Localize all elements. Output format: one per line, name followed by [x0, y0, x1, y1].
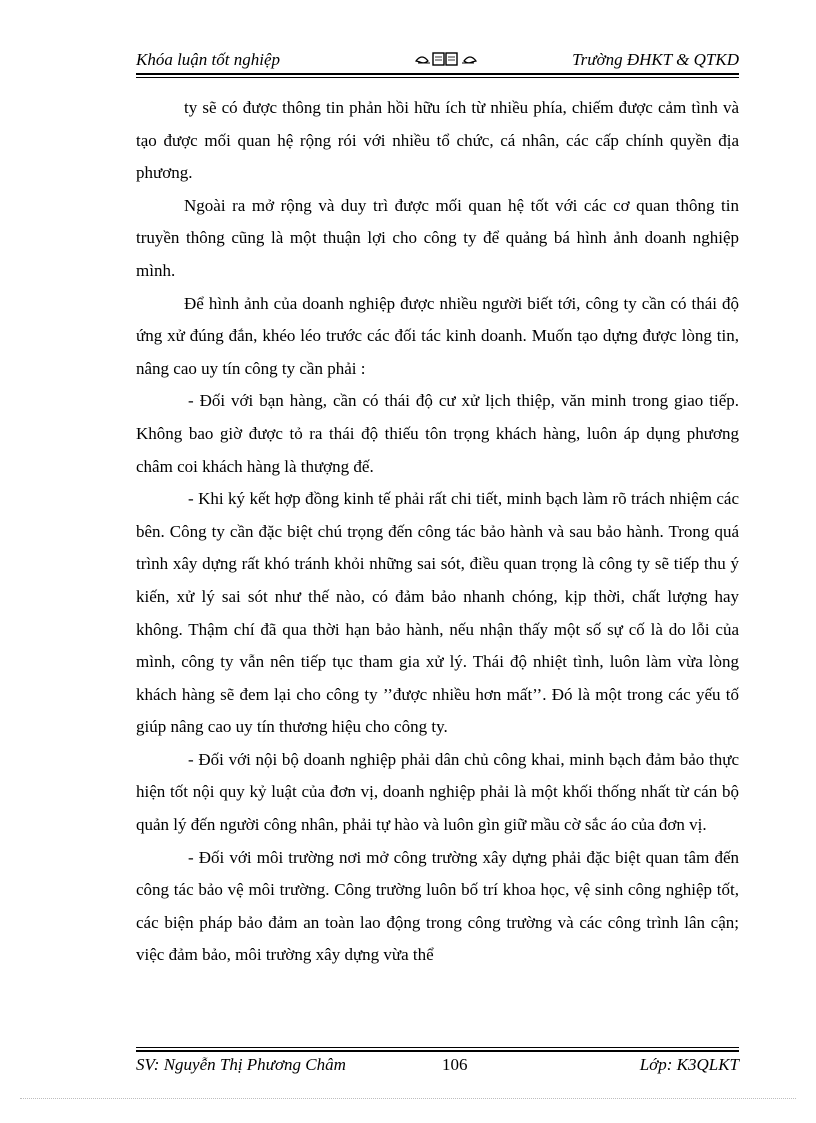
bullet-environment: - Đối với môi trường nơi mở công trường xây dựng phải đặc biệt quan tâm đến công tác bảo vệ môi trường. Công trường luôn bố trí khoa học, vệ sinh công nghiệp tốt, các biện pháp bảo đảm an toàn lao động trong công trường và các công trình lân cận; việc đảm bảo, môi trường xây dựng vừa thể — [136, 847, 739, 965]
university-label: Trường ĐHKT & QTKD — [572, 50, 739, 69]
bullet-partners: - Đối với bạn hàng, cần có thái độ cư xử lịch thiệp, văn minh trong giao tiếp. Không bao giờ được tỏ ra thái độ thiếu tôn trọng khách hàng, luôn áp dụng phương châm coi khách hàng là thượng đế. — [136, 391, 739, 476]
paragraph-1: ty sẽ có được thông tin phản hồi hữu ích từ nhiều phía, chiếm được cảm tình và tạo được mối quan hệ rộng rói với nhiều tổ chức, cá nhân, các cấp chính quyền địa phương. — [136, 98, 739, 183]
book-ornament-icon — [414, 49, 478, 69]
bullet-internal: - Đối với nội bộ doanh nghiệp phải dân chủ công khai, minh bạch đảm bảo thực hiện tốt nội quy kỷ luật của đơn vị, doanh nghiệp phải là một khối thống nhất từ cán bộ quản lý đến người công nhân, phải tự hào và luôn gìn giữ mầu cờ sắc áo của đơn vị. — [136, 749, 739, 835]
thesis-label: Khóa luận tốt nghiệp — [136, 50, 281, 69]
body-text — [136, 92, 739, 972]
header-rule-thick — [136, 73, 739, 75]
footer-rule-thick — [136, 1050, 739, 1052]
class-label: Lớp: K3QLKT — [639, 1055, 739, 1074]
paragraph-3: Để hình ảnh của doanh nghiệp được nhiều người biết tới, công ty cần có thái độ ứng xử đúng đắn, khéo léo trước các đối tác kinh doanh. Muốn tạo dựng được lòng tin, nâng cao uy tín công ty cần phải : — [136, 293, 739, 378]
footer-rule-thin — [136, 1047, 739, 1048]
header-rule-thin — [136, 77, 739, 78]
bullet-contracts: - Khi ký kết hợp đồng kinh tế phải rất chi tiết, minh bạch làm rõ trách nhiệm các bên. Công ty cần đặc biệt chú trọng đến công tác bảo hành và sau bảo hành. Trong quá trình xây dựng rất khó tránh khỏi những sai sót, điều quan trọng là công ty sẽ tiếp thu ý kiến, xử lý sai sót như thế nào, có đảm bảo nhanh chóng, kịp thời, chất lượng hay không. Thậm chí đã qua thời hạn bảo hành, nếu nhận thấy một số sự cố là do lỗi của mình, công ty vẫn nên tiếp tục tham gia xử lý. Thái độ nhiệt tình, luôn làm vừa lòng khách hàng sẽ đem lại cho công ty ’’được nhiều hơn mất’’. Đó là một trong các yếu tố giúp nâng cao uy tín thương hiệu cho công ty. — [136, 489, 739, 737]
paragraph-2: Ngoài ra mở rộng và duy trì được mối quan hệ tốt với các cơ quan thông tin truyền thông cũng là một thuận lợi cho công ty để quảng bá hình ảnh doanh nghiệp mình. — [136, 195, 739, 280]
page-footer — [136, 1053, 739, 1079]
page-header — [136, 48, 739, 72]
page-number: 106 — [442, 1055, 468, 1074]
student-name: SV: Nguyễn Thị Phương Châm — [136, 1055, 346, 1074]
page-bottom-dotted-line — [20, 1098, 796, 1099]
